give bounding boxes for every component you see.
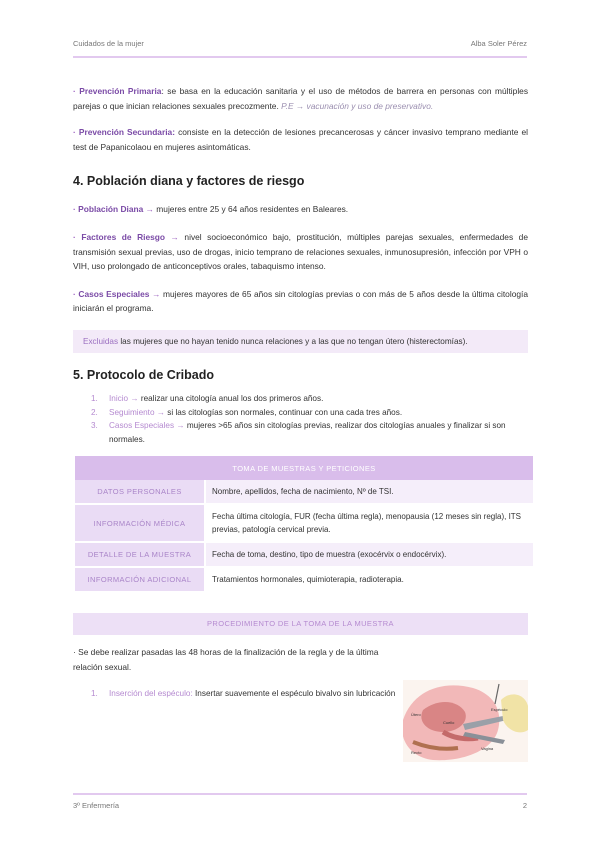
- table-key: INFORMACIÓN MÉDICA: [75, 504, 205, 542]
- step-text: Insertar suavemente el espéculo bivalvo sin lubricación: [192, 688, 396, 698]
- secondary-prevention-paragraph: [73, 125, 528, 154]
- section-5-title: 5. Protocolo de Cribado: [73, 367, 214, 382]
- table-row: [75, 542, 533, 567]
- anatomy-figure: [403, 680, 528, 762]
- figure-label: Espéculo: [491, 707, 508, 712]
- special-cases-paragraph: [73, 287, 528, 316]
- risk-factors-term: Factores de Riesgo: [81, 231, 165, 242]
- target-population-text: mujeres entre 25 y 64 años residentes en Baleares.: [153, 204, 349, 215]
- risk-factors-text: nivel socioeconómico bajo, prostitución, múltiples parejas sexuales, enfermedades de transmisión sexual previas, uso de drogas, inicio temprano de relaciones sexuales, inmunosupresión, infección por VPH o VIH, uso prolongado de anticonceptivos orales, tabaquismo intenso.: [73, 231, 528, 272]
- arrow-icon: →: [145, 204, 154, 215]
- primary-prevention-example: P.E → vacunación y uso de preservativo.: [281, 100, 434, 111]
- bullet: ·: [73, 86, 76, 96]
- sample-request-table: [75, 456, 533, 593]
- figure-label: Recto: [411, 750, 422, 755]
- list-item: [91, 392, 528, 406]
- procedure-steps-list: [73, 687, 413, 701]
- risk-factors-paragraph: [73, 230, 528, 274]
- footer-course: 3º Enfermería: [73, 801, 120, 810]
- table-value: Nombre, apellidos, fecha de nacimiento, Nº de TSI.: [205, 480, 533, 504]
- step-number: 3.: [91, 421, 98, 431]
- gloved-hand: [501, 694, 528, 732]
- speculum-insertion-illustration: [403, 680, 528, 762]
- step-number: 1.: [91, 688, 98, 698]
- list-item: [91, 406, 528, 420]
- figure-label: Vagina: [481, 746, 494, 751]
- step-term: Seguimiento →: [109, 407, 165, 417]
- special-cases-text: mujeres mayores de 65 años sin citologías previas o con más de 5 años desde la última citología iniciarán el programa.: [73, 288, 529, 314]
- step-text: realizar una citología anual los dos primeros años.: [138, 393, 324, 403]
- step-text: si las citologías son normales, continuar con una cada tres años.: [164, 407, 403, 417]
- procedure-intro: · Se debe realizar pasadas las 48 horas de la finalización de la regla y de la última relación sexual.: [73, 647, 379, 672]
- section-4-title: 4. Población diana y factores de riesgo: [73, 174, 305, 189]
- figure-label: Útero: [411, 712, 421, 717]
- step-term: Inicio →: [109, 393, 139, 403]
- bullet: ·: [73, 127, 76, 138]
- screening-steps-list: [73, 392, 528, 446]
- page-content: [73, 84, 528, 700]
- page-header: [73, 36, 527, 58]
- page-number: 2: [522, 801, 527, 810]
- page-footer: [73, 793, 527, 813]
- list-item: [91, 419, 528, 446]
- secondary-prevention-text: consiste en la detección de lesiones precancerosas y cáncer invasivo temprano mediante el test de Papanicolaou en mujeres asintomáticas.: [73, 127, 529, 152]
- table-key: DETALLE DE LA MUESTRA: [75, 542, 205, 567]
- header-author: Alba Soler Pérez: [470, 39, 527, 48]
- table-key: INFORMACIÓN ADICIONAL: [75, 567, 205, 592]
- step-term: Inserción del espéculo:: [109, 688, 193, 698]
- secondary-prevention-term: Prevención Secundaria:: [78, 127, 176, 138]
- target-population-term: Población Diana: [78, 204, 144, 215]
- spatula-tool: [495, 684, 499, 704]
- exclusion-callout: [73, 330, 528, 353]
- step-text: mujeres >65 años sin citologías previas, realizar dos citologías anuales y finalizar si son normales.: [109, 421, 506, 444]
- bullet: ·: [73, 204, 76, 215]
- bullet: ·: [73, 231, 76, 242]
- procedure-banner: PROCEDIMIENTO DE LA TOMA DE LA MUESTRA: [73, 613, 528, 635]
- target-population-paragraph: [73, 202, 528, 217]
- table-value: Fecha última citología, FUR (fecha última regla), menopausia (12 meses sin regla), ITS previas, patología cervical previa.: [205, 504, 533, 542]
- step-term: Casos Especiales →: [109, 421, 185, 431]
- list-item: [91, 687, 413, 701]
- primary-prevention-paragraph: [73, 84, 528, 113]
- table-value: Fecha de toma, destino, tipo de muestra (exocérvix o endocérvix).: [205, 542, 533, 567]
- step-number: 1.: [91, 393, 98, 403]
- exclusion-text: las mujeres que no hayan tenido nunca relaciones y a las que no tengan útero (histerectomías).: [118, 336, 468, 346]
- table-value: Tratamientos hormonales, quimioterapia, radioterapia.: [205, 567, 533, 592]
- table-key: DATOS PERSONALES: [75, 480, 205, 504]
- table-row: [75, 504, 533, 542]
- bullet: ·: [73, 288, 76, 299]
- table-title: TOMA DE MUESTRAS Y PETICIONES: [75, 456, 533, 480]
- step-number: 2.: [91, 407, 98, 417]
- figure-label: Cuello: [443, 720, 455, 725]
- arrow-icon: →: [170, 231, 179, 242]
- table-row: [75, 567, 533, 592]
- primary-prevention-text: : se basa en la educación sanitaria y el uso de métodos de barrera en personas con múltiples parejas o que inician relaciones sexuales precozmente.: [73, 86, 529, 111]
- exclusion-term: Excluidas: [83, 336, 119, 346]
- table-row: [75, 480, 533, 504]
- header-course-title: Cuidados de la mujer: [73, 39, 144, 48]
- arrow-icon: →: [152, 288, 161, 299]
- primary-prevention-term: Prevención Primaria: [79, 86, 162, 96]
- special-cases-term: Casos Especiales: [78, 288, 150, 299]
